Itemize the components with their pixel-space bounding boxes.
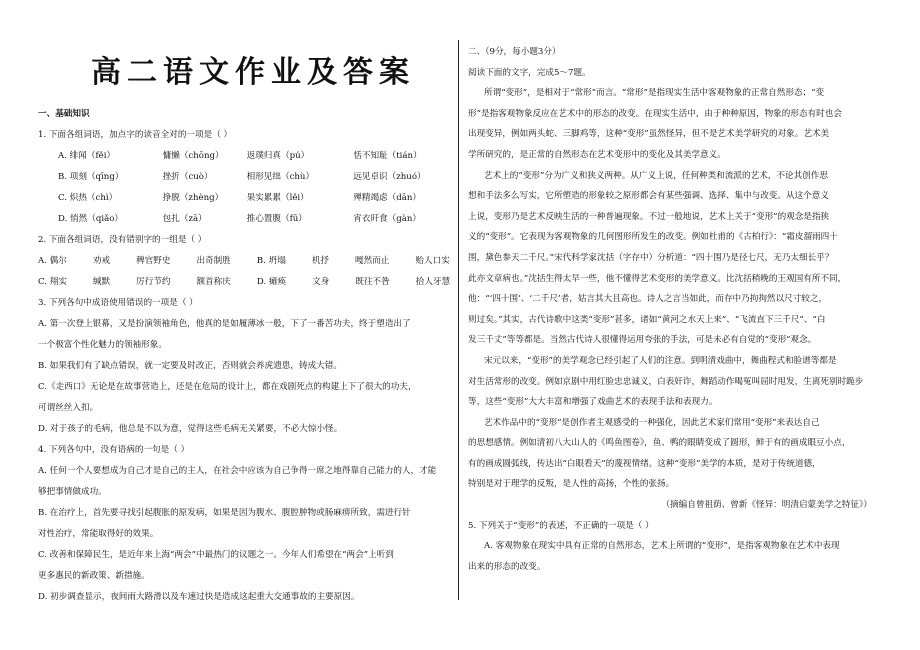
question-3-line: B. 如果我们有了缺点错误，就一定要及时改正，否则就会养虎遗患，铸成大错。: [38, 361, 342, 371]
question-4-line: C. 改善和保障民生，是近年来上海“两会”中最热门的议题之一。今年人们希望在“两会”上听到: [38, 550, 394, 560]
question-4-line: A. 任何一个人要想成为自己才是自己的主人，在社会中应该为自己争得一席之地得靠自己能力的人，才能: [38, 466, 437, 476]
question-2-row-cd: C. 翔实 缄默 厉行节约 额首称庆 D. 瘫痪 文身 既往不咎 拾人牙慧: [38, 277, 451, 287]
passage-paragraph-3: 宋元以来，“变形”的美学观念已经引起了人们的注意。到明清戏曲中，舞曲程式和脸谱等都是: [484, 355, 837, 366]
passage-line: 出现变异，例如两头蛇、三脚鸡等，这种“变形”虽然怪异，但不是艺术美学研究的对象。艺术美: [468, 129, 830, 140]
passage-line: 此亦文章病也。”沈括生得太早一些，他不懂得艺术变形的美学意义。比沈括稍晚的王观国有所不同，: [468, 273, 847, 284]
question-4-line: 更多惠民的新政策、新措施。: [38, 571, 150, 581]
passage-line: 则过矣。”其实，古代诗歌中这类“变形”甚多，诸如“黄河之水天上来”、“飞流直下三千尺”、“白: [468, 314, 826, 325]
question-3-line: D. 对于孩子的毛病，他总是不以为意，觉得这些毛病无关紧要，不必大惊小怪。: [38, 424, 343, 434]
right-column: [468, 42, 880, 577]
section-heading-reading: 二、（9分，每小题3分）: [468, 47, 561, 57]
passage-line: 对生活常形的改变。例如京剧中用红脸忠忠诚义，白表奸诈，舞蹈动作喝冤叫屈时甩发，生离死别时跪步: [468, 376, 864, 387]
question-1-option-b: B. 项刻（qīng） 挫折（cuò） 相形见绌（chù） 远见卓识（zhuó）: [58, 172, 426, 182]
question-3-line: 一个极富个性化魅力的领袖形象。: [38, 340, 167, 350]
passage-line: 特别是对于理学的反叛，是人性的高扬，个性的张扬。: [468, 479, 675, 490]
question-1-stem: 1. 下面各组词语，加点字的读音全对的一项是（ ）: [38, 130, 233, 140]
question-2-row-ab: A. 偶尔 劝戒 稗官野史 出奇制胜 B. 坍塌 机抒 嘎然而止 贻人口实: [38, 256, 450, 266]
passage-paragraph-4: 艺术作品中的“变形”是创作者主观感受的一种强化，因此艺术家们常用“变形”来表达自己: [484, 417, 820, 428]
question-3-line: C.《走西口》无论是在故事营造上，还是在危局的设计上，都在戏剧死点的构建上下了很大的功夫，: [38, 382, 417, 392]
passage-line: 等，这些“变形”大大丰富和增强了戏曲艺术的表现手法和表现力。: [468, 397, 718, 408]
question-1-option-a: A. 绯闻（fěi） 慵懒（chōng） 返璞归真（pú） 恬不知耻（tián）: [58, 151, 422, 161]
passage-line: 义的“变形”。它表现为客观物象的几何图形所发生的改变。例如杜甫的《古柏行》：“霜皮溜雨四十: [468, 232, 838, 243]
question-3-line: 可谓丝丝入扣。: [38, 403, 99, 413]
question-1-option-c: C. 炽热（chì） 挣脱（zhèng） 果实累累（lěi） 殚精竭虑（dān）: [58, 193, 421, 203]
passage-line: 想和手法多么写实，它所塑造的形象较之原形都会有某些强调、选择、集中与改变。从这个意义: [468, 191, 829, 202]
passage-line: 围，黛色参天二千尺。”宋代科学家沈括（字存中）分析道：“四十围乃是径七尺，无乃太细长乎？: [468, 252, 834, 263]
question-1-option-d: D. 悄然（qiǎo） 包扎（zā） 推心置腹（fū） 宵衣旰食（gàn）: [58, 214, 421, 224]
question-3-stem: 3. 下列各句中成语使用错误的一项是（ ）: [38, 298, 198, 308]
passage-line: 发三千丈”等等都是。当然古代诗人很懂得运用夸张的手法，可是未必有自觉的“变形”观念。: [468, 335, 817, 346]
passage-line: 他：“‘四十围’、‘二千尺’者，姑言其大且高也。诗人之言当如此，而存中乃拘拘然以尺寸较之，: [468, 294, 828, 305]
passage-line: 形”是指客观物象反应在艺术中的形态的改变。在现实生活中，由于种种原因，物象的形态有时也会: [468, 108, 842, 119]
question-4-stem: 4. 下列各句中，没有语病的一句是（ ）: [38, 445, 190, 455]
section-heading-basics: 一、基础知识: [38, 109, 90, 119]
passage-line: 上说，变形乃是艺术反映生活的一种普遍现象。不过一般地说，艺术上关于“变形”的观念是指狭: [468, 211, 830, 222]
left-column: [38, 104, 452, 608]
question-3-line: A. 第一次登上银幕，又是扮演领袖角色，他真的是如履薄冰一般，下了一番苦功夫，终于塑造出了: [38, 319, 411, 329]
passage-line: 有的画成圆弧线，传达出“白眼看天”的蔑视情绪。这种“变形”美学的本质，是对于传统道德，: [468, 458, 821, 469]
passage-line: 学所研究的，是正常的自然形态在艺术变形中的变化及其美学意义。: [468, 149, 726, 160]
question-4-line: 对性治疗，常能取得好的效果。: [38, 529, 159, 539]
question-5-option-a: A. 客观物象在现实中具有正常的自然形态，艺术上所谓的“变形”，是指客观物象在艺术中表现: [484, 541, 840, 552]
question-4-line: 够把事情做成功。: [38, 487, 107, 497]
page-title: 高二语文作业及答案: [91, 55, 415, 90]
passage-line: 的思想感情。例如清初八大山人的《鸣鱼图卷》，鱼、鸭的眼睛变成了圆形，鲜于有的画成眼豆小点，: [468, 438, 851, 449]
passage-paragraph-2: 艺术上的“变形”分为广义和狭义两种。从广义上说，任何种类和流派的艺术，不论其创作思: [484, 170, 828, 181]
question-4-line: D. 初步调查显示，夜间雨大路滑以及车速过快是造成这起重大交通事故的主要原因。: [38, 592, 360, 602]
question-5-line: 出来的形态的改变。: [468, 561, 546, 572]
column-divider: [458, 40, 459, 600]
reading-intro: 阅读下面的文字，完成5～7题。: [468, 67, 591, 78]
question-5-stem: 5. 下列关于“变形”的表述，不正确的一项是（ ）: [468, 520, 654, 531]
passage-source: （摘编自曾祖荫、曾新《怪异：明清启蒙美学之特征》）: [661, 500, 872, 511]
question-2-stem: 2. 下面各组词语，没有错别字的一组是（ ）: [38, 235, 207, 245]
passage-paragraph-1: 所谓“变形”，是相对于“常形”而言。“常形”是指现实生活中客观物象的正常自然形态；“变: [484, 88, 825, 99]
question-4-line: B. 在治疗上，首先要寻找引起腹胀的原发病，如果是因为腹水、腹腔肿物或肠麻痹所致，需进行针: [38, 508, 411, 518]
